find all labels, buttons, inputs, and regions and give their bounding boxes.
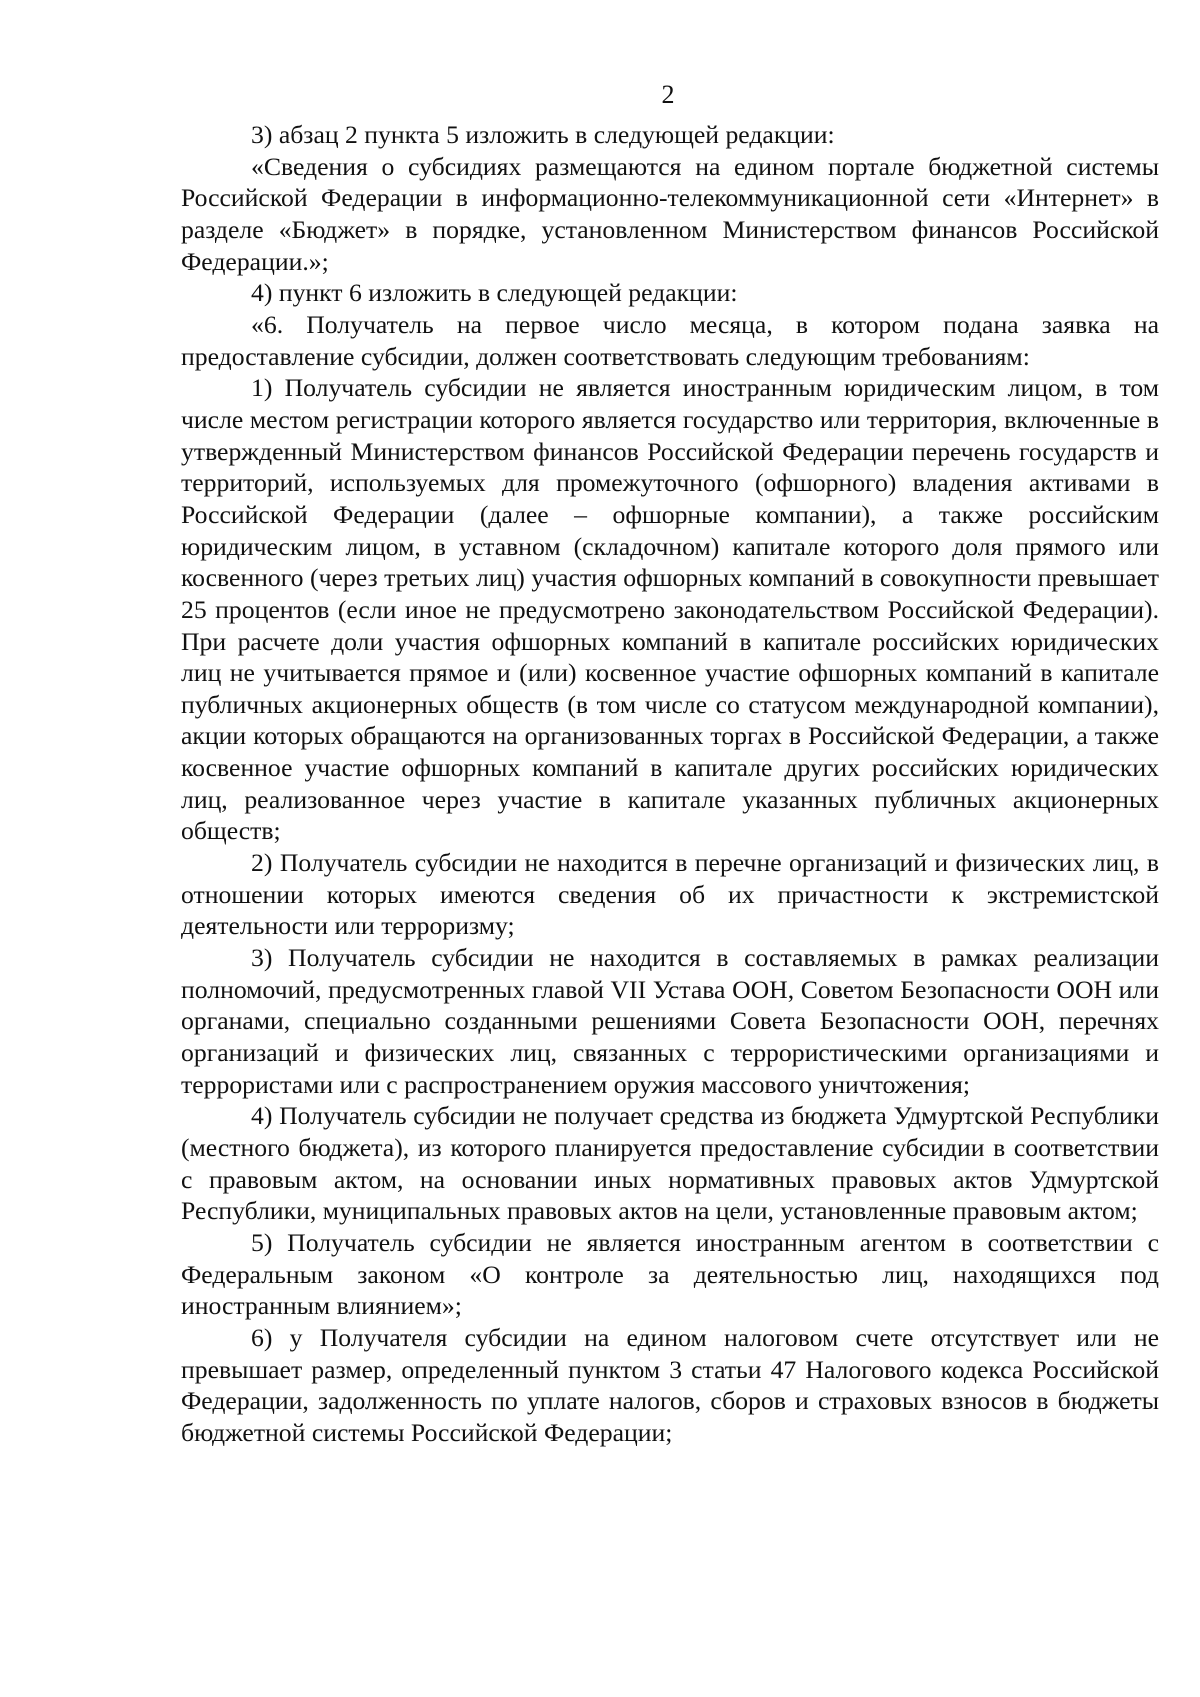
paragraph-item-4-punkt-6: 4) пункт 6 изложить в следующей редакции:: [251, 278, 738, 308]
paragraph-requirement-6: 6) у Получателя субсидии на едином налоговом счете отсутствует или не превышает размер, определенный пунктом 3 статьи 47 Налогового кодекса Российской Федерации, задолженность по уплате налогов, сборов и страховых взносов в бюджеты бюджетной системы Российской Федерации;: [181, 1322, 1159, 1447]
paragraph-requirement-4: 4) Получатель субсидии не получает средства из бюджета Удмуртской Республики (местного бюджета), из которого планируется предоставление субсидии в соответствии с правовым актом, на основании иных нормативных правовых актов Удмуртской Республики, муниципальных правовых актов на цели, установленные правовым актом;: [181, 1101, 1159, 1226]
paragraph-requirement-2: 2) Получатель субсидии не находится в перечне организаций и физических лиц, в отношении которых имеются сведения об их причастности к экстремистской деятельности или терроризму;: [181, 848, 1159, 941]
document-body: [181, 119, 1159, 1449]
paragraph-point-6-intro: «6. Получатель на первое число месяца, в котором подана заявка на предоставление субсидии, должен соответствовать следующим требованиям:: [181, 309, 1159, 371]
paragraph-svedeniya-o-subsidiyah: «Сведения о субсидиях размещаются на едином портале бюджетной системы Российской Федерации в информационно-телекоммуникационной сети «Интернет» в разделе «Бюджет» в порядке, установленном Министерством финансов Российской Федерации.»;: [181, 151, 1159, 276]
paragraph-requirement-5: 5) Получатель субсидии не является иностранным агентом в соответствии с Федеральным законом «О контроле за деятельностью лиц, находящихся под иностранным влиянием»;: [181, 1227, 1159, 1321]
paragraph-item-3-abzac-2: 3) абзац 2 пункта 5 изложить в следующей редакции:: [251, 120, 835, 149]
paragraph-requirement-3: 3) Получатель субсидии не находится в составляемых в рамках реализации полномочий, предусмотренных главой VII Устава ООН, Советом Безопасности ООН или органами, специально созданными решениями Совета Безопасности ООН, перечнях организаций и физических лиц, связанных с террористическими организациями и террористами или с распространением оружия массового уничтожения;: [181, 943, 1159, 1099]
page-number: 2: [661, 80, 675, 109]
paragraph-requirement-1: 1) Получатель субсидии не является иностранным юридическим лицом, в том числе местом регистрации которого является государство или территория, включенные в утвержденный Министерством финансов Российской Федерации перечень государств и территорий, используемых для промежуточного (офшорного) владения активами в Российской Федерации (далее – офшорные компании), а также российским юридическим лицом, в уставном (складочном) капитале которого доля прямого или косвенного (через третьих лиц) участия офшорных компаний в совокупности превышает 25 процентов (если иное не предусмотрено законодательством Российской Федерации). При расчете доли участия офшорных компаний в капитале российских юридических лиц не учитывается прямое и (или) косвенное участие офшорных компаний в капитале публичных акционерных обществ (в том числе со статусом международной компании), акции которых обращаются на организованных торгах в Российской Федерации, а также косвенное участие офшорных компаний в капитале других российских юридических лиц, реализованное через участие в капитале указанных публичных акционерных обществ;: [181, 373, 1159, 846]
